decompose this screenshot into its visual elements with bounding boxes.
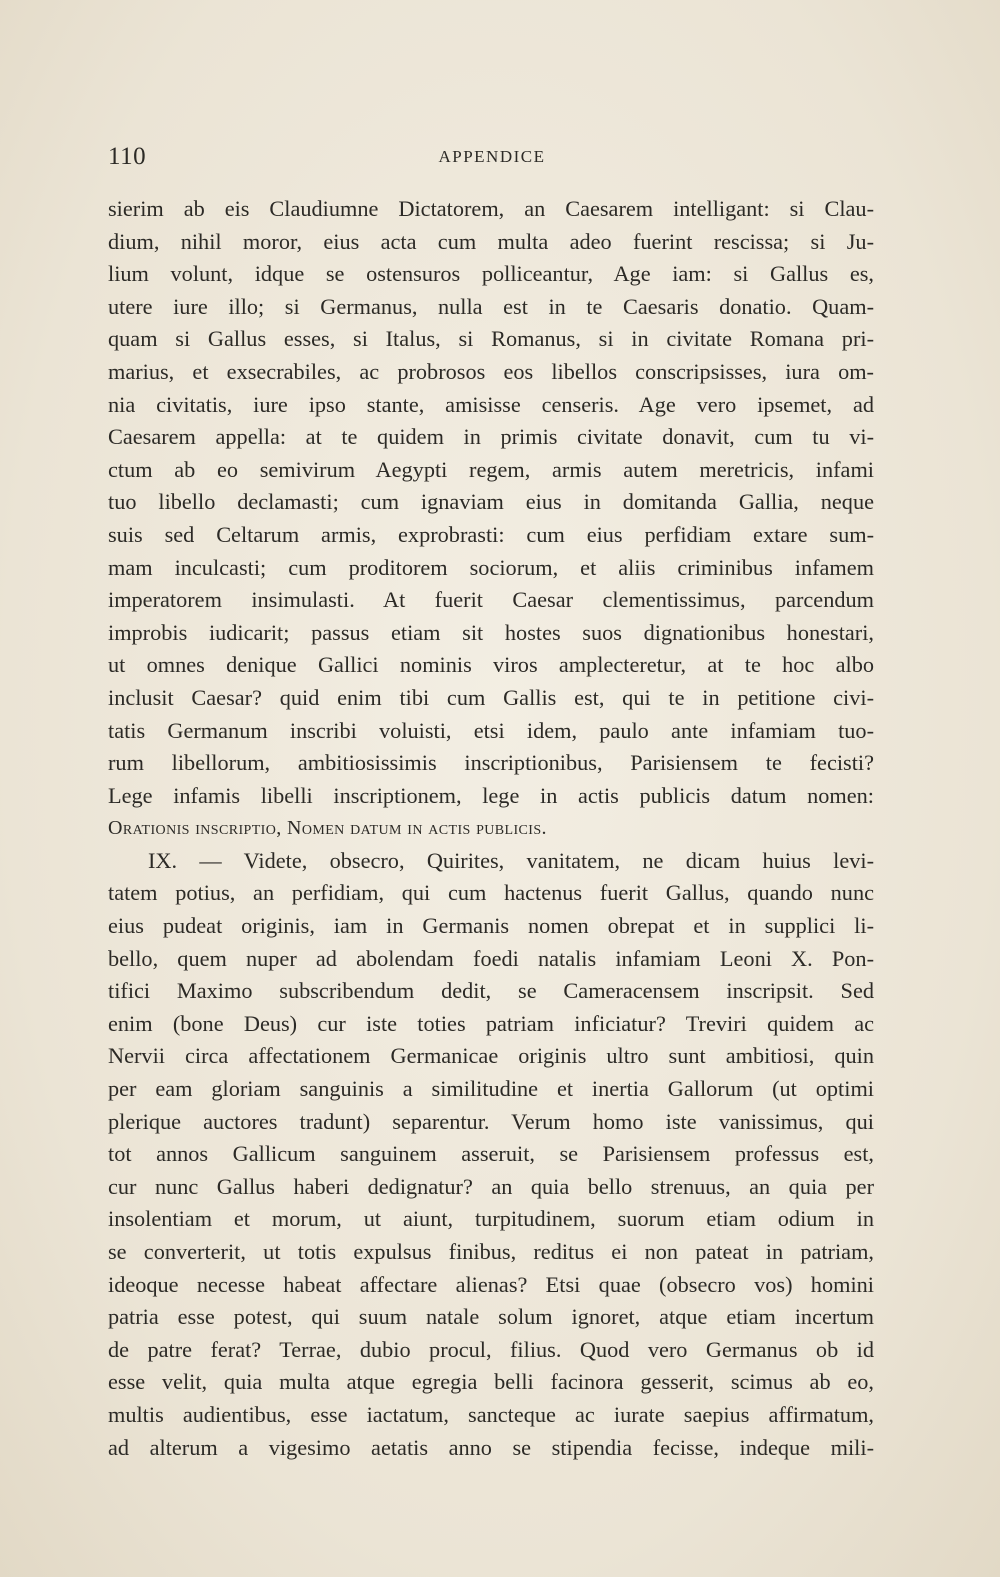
text-line: rum libellorum, ambitiosissimis inscriptionibus, Parisiensem te fecisti? (108, 750, 874, 776)
running-head: APPENDICE (438, 147, 546, 166)
text-line: Lege infamis libelli inscriptionem, lege in actis publicis datum nomen: (108, 782, 874, 808)
section-start-line: IX. — Videte, obsecro, Quirites, vanitatem, ne dicam huius levi- (148, 847, 874, 873)
text-line: improbis iudicarit; passus etiam sit hostes suos dignationibus honestari, (108, 619, 874, 645)
text-line: bello, quem nuper ad abolendam foedi natalis infamiam Leoni X. Pon- (108, 945, 874, 971)
text-line: Caesarem appella: at te quidem in primis civitate donavit, cum tu vi- (108, 424, 874, 450)
text-line: inclusit Caesar? quid enim tibi cum Gallis est, qui te in petitione civi- (108, 684, 874, 710)
text-line: dium, nihil moror, eius acta cum multa adeo fuerint rescissa; si Ju- (108, 228, 874, 254)
text-line: tatis Germanum inscribi voluisti, etsi idem, paulo ante infamiam tuo- (108, 717, 874, 743)
text-line: marius, et exsecrabiles, ac probrosos eos libellos conscripsisses, iura om- (108, 358, 874, 384)
text-line: esse velit, quia multa atque egregia belli facinora gesserit, scimus ab eo, (108, 1369, 874, 1395)
text-line: lium volunt, idque se ostensuros polliceantur, Age iam: si Gallus es, (108, 261, 874, 287)
text-line: ideoque necesse habeat affectare alienas? Etsi quae (obsecro vos) homini (108, 1271, 874, 1297)
body-text (108, 193, 874, 1464)
text-line: ad alterum a vigesimo aetatis anno se stipendia fecisse, indeque mili- (108, 1434, 874, 1460)
text-line: suis sed Celtarum armis, exprobrasti: cum eius perfidiam extare sum- (108, 521, 874, 547)
text-line: utere iure illo; si Germanus, nulla est in te Caesaris donatio. Quam- (108, 293, 874, 319)
inscription-line: Orationis inscriptio, Nomen datum in actis publicis. (108, 817, 547, 840)
text-line: quam si Gallus esses, si Italus, si Romanus, si in civitate Romana pri- (108, 326, 874, 352)
text-line: imperatorem insimulasti. At fuerit Caesar clementissimus, parcendum (108, 587, 874, 613)
text-line: insolentiam et morum, ut aiunt, turpitudinem, suorum etiam odium in (108, 1206, 874, 1232)
text-line: Nervii circa affectationem Germanicae originis ultro sunt ambitiosi, quin (108, 1043, 874, 1069)
text-line: ctum ab eo semivirum Aegypti regem, armis autem meretricis, infami (108, 456, 874, 482)
text-line: tot annos Gallicum sanguinem asseruit, se Parisiensem professus est, (108, 1141, 874, 1167)
text-line: tatem potius, an perfidiam, qui cum hactenus fuerit Gallus, quando nunc (108, 880, 874, 906)
text-line: cur nunc Gallus haberi dedignatur? an quia bello strenuus, an quia per (108, 1173, 874, 1199)
text-line: plerique auctores tradunt) separentur. Verum homo iste vanissimus, qui (108, 1108, 874, 1134)
text-line: per eam gloriam sanguinis a similitudine et inertia Gallorum (ut optimi (108, 1076, 874, 1102)
text-line: de patre ferat? Terrae, dubio procul, filius. Quod vero Germanus ob id (108, 1336, 874, 1362)
text-line: tuo libello declamasti; cum ignaviam eius in domitanda Gallia, neque (108, 489, 874, 515)
text-line: ut omnes denique Gallici nominis viros amplecteretur, at te hoc albo (108, 652, 874, 678)
text-line: eius pudeat originis, iam in Germanis nomen obrepat et in supplici li- (108, 913, 874, 939)
text-line: tifici Maximo subscribendum dedit, se Cameracensem inscripsit. Sed (108, 978, 874, 1004)
text-line: nia civitatis, iure ipso stante, amisisse censeris. Age vero ipsemet, ad (108, 391, 874, 417)
text-line: sierim ab eis Claudiumne Dictatorem, an Caesarem intelligant: si Clau- (108, 196, 874, 221)
text-line: se converterit, ut totis expulsus finibus, reditus ei non pateat in patriam, (108, 1239, 874, 1264)
page-header (108, 143, 876, 177)
page-number: 110 (108, 143, 147, 170)
text-line: multis audientibus, esse iactatum, sancteque ac iurate saepius affirmatum, (108, 1401, 874, 1427)
text-line: patria esse potest, qui suum natale solum ignoret, atque etiam incertum (108, 1304, 874, 1330)
text-line: mam inculcasti; cum proditorem sociorum, et aliis criminibus infamem (108, 554, 874, 580)
text-line: enim (bone Deus) cur iste toties patriam inficiatur? Treviri quidem ac (108, 1010, 874, 1036)
